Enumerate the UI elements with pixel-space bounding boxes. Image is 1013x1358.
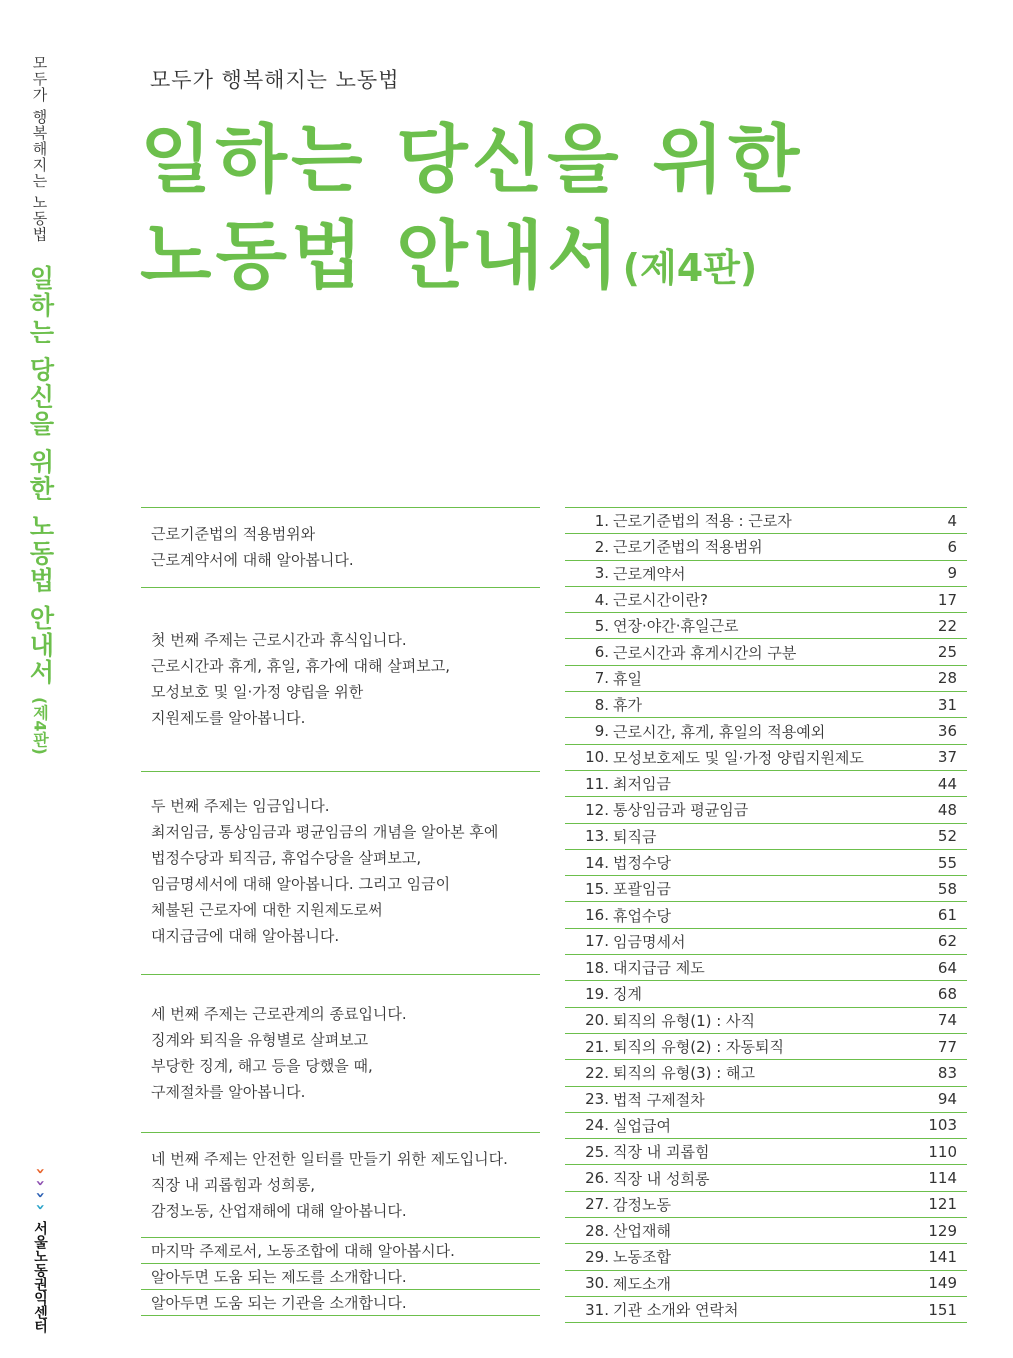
toc-page-number: 121 [928, 1195, 957, 1214]
toc-page-number: 74 [937, 1011, 957, 1030]
toc-number: 14. [585, 853, 609, 872]
toc-page-number: 77 [937, 1037, 957, 1056]
toc-row[interactable] [565, 612, 967, 638]
toc-number: 1. [594, 511, 609, 530]
toc-number: 3. [594, 564, 609, 583]
toc-number: 27. [585, 1195, 609, 1214]
toc-number: 8. [594, 695, 609, 714]
toc-number: 13. [585, 827, 609, 846]
toc-page-number: 94 [937, 1090, 957, 1109]
toc-page-number: 58 [937, 879, 957, 898]
section-line: 대지급금에 대해 알아봅니다. [151, 927, 340, 945]
toc-number: 2. [594, 537, 609, 556]
toc-page-number: 37 [937, 748, 957, 767]
toc-row[interactable] [565, 744, 967, 770]
toc-row[interactable] [565, 691, 967, 717]
toc-row[interactable] [565, 1217, 967, 1243]
spine-edition: (제4판) [30, 697, 50, 756]
toc-title: 근로시간이란? [613, 591, 708, 610]
toc-page-number: 36 [937, 722, 957, 741]
section-line: 부당한 징계, 해고 등을 당했을 때, [151, 1057, 373, 1075]
section-block [141, 507, 540, 587]
toc-row[interactable] [565, 638, 967, 664]
toc-number: 20. [585, 1011, 609, 1030]
section-line: 지원제도를 알아봅니다. [151, 709, 306, 727]
toc-row[interactable] [565, 1007, 967, 1033]
toc-number: 7. [594, 669, 609, 688]
section-line: 최저임금, 통상임금과 평균임금의 개념을 알아본 후에 [151, 823, 499, 841]
toc-row[interactable] [565, 901, 967, 927]
toc-row[interactable] [565, 823, 967, 849]
section-block [141, 1132, 540, 1237]
toc-number: 5. [594, 616, 609, 635]
toc-title: 휴가 [613, 696, 642, 715]
toc-number: 10. [585, 748, 609, 767]
toc-row[interactable] [565, 1086, 967, 1112]
section-line: 마지막 주제로서, 노동조합에 대해 알아봅시다. [141, 1237, 540, 1263]
toc-page-number: 9 [947, 564, 957, 583]
toc-title: 직장 내 괴롭힘 [613, 1143, 710, 1162]
section-line: 감정노동, 산업재해에 대해 알아봅니다. [151, 1202, 407, 1220]
toc-title: 근로시간, 휴게, 휴일의 적용예외 [613, 722, 826, 741]
toc-title: 근로계약서 [613, 564, 686, 583]
toc-number: 28. [585, 1221, 609, 1240]
toc-number: 19. [585, 984, 609, 1003]
toc-title: 최저임금 [613, 775, 671, 794]
toc-title: 근로기준법의 적용범위 [613, 538, 763, 557]
section-line: 첫 번째 주제는 근로시간과 휴식입니다. [151, 631, 407, 649]
toc-row[interactable] [565, 770, 967, 796]
spine-subtitle: 모두가 행복해지는 노동법 [30, 55, 49, 243]
section-line: 임금명세서에 대해 알아봅니다. 그리고 임금이 [151, 875, 451, 893]
toc-title: 임금명세서 [613, 932, 686, 951]
cover-subtitle: 모두가 행복해지는 노동법 [150, 68, 400, 92]
logo-chevron-icon: › [31, 1191, 50, 1199]
toc-title: 실업급여 [613, 1116, 671, 1135]
toc-title: 산업재해 [613, 1222, 671, 1241]
toc-page-number: 110 [928, 1142, 957, 1161]
toc-row[interactable] [565, 875, 967, 901]
toc-page-number: 28 [937, 669, 957, 688]
section-line: 구제절차를 알아봅니다. [151, 1083, 306, 1101]
toc-title: 제도소개 [613, 1274, 671, 1293]
section-line: 법정수당과 퇴직금, 휴업수당을 살펴보고, [151, 849, 422, 867]
spine-publisher: 서울노동권익센터 [32, 1221, 48, 1333]
toc-row[interactable] [565, 1138, 967, 1164]
toc-title: 포괄임금 [613, 880, 671, 899]
toc-page-number: 17 [937, 590, 957, 609]
toc-row[interactable] [565, 928, 967, 954]
toc-page-number: 4 [947, 511, 957, 530]
logo-chevron-icon: › [31, 1179, 50, 1187]
toc-page-number: 31 [937, 695, 957, 714]
toc-page-number: 25 [937, 643, 957, 662]
toc-page-number: 62 [937, 932, 957, 951]
toc-title: 근로기준법의 적용 : 근로자 [613, 512, 792, 531]
logo-chevron-icon: › [31, 1203, 50, 1211]
toc-number: 21. [585, 1037, 609, 1056]
section-line: 징계와 퇴직을 유형별로 살펴보고 [151, 1031, 369, 1049]
toc-page-number: 141 [928, 1247, 957, 1266]
toc-number: 23. [585, 1090, 609, 1109]
toc-number: 29. [585, 1247, 609, 1266]
toc-title: 휴일 [613, 669, 642, 688]
toc-row[interactable] [565, 1296, 967, 1322]
section-line: 알아두면 도움 되는 기관을 소개합니다. [141, 1289, 540, 1315]
toc-row[interactable] [565, 980, 967, 1006]
toc-title: 기관 소개와 연락처 [613, 1301, 739, 1320]
toc-title: 법정수당 [613, 854, 671, 872]
toc-number: 17. [585, 932, 609, 951]
section-descriptions [141, 507, 540, 1316]
toc-row[interactable] [565, 717, 967, 743]
table-of-contents [565, 507, 967, 1323]
toc-title: 퇴직의 유형(1) : 사직 [613, 1011, 756, 1030]
section-line: 두 번째 주제는 임금입니다. [151, 797, 330, 815]
toc-title: 대지급금 제도 [613, 959, 705, 978]
section-line: 직장 내 괴롭힘과 성희롱, [151, 1176, 315, 1194]
toc-page-number: 151 [928, 1300, 957, 1319]
toc-title: 퇴직의 유형(3) : 해고 [613, 1064, 756, 1083]
title-line-1: 일하는 당신을 위한 [140, 117, 804, 203]
toc-page-number: 22 [937, 616, 957, 635]
section-block [141, 974, 540, 1132]
toc-row[interactable] [565, 1033, 967, 1059]
toc-number: 16. [585, 906, 609, 925]
toc-page-number: 83 [937, 1063, 957, 1082]
publisher-logo [22, 1165, 58, 1333]
toc-page-number: 6 [947, 537, 957, 556]
toc-row[interactable] [565, 560, 967, 586]
section-line: 네 번째 주제는 안전한 일터를 만들기 위한 제도입니다. [151, 1150, 508, 1168]
toc-number: 4. [594, 590, 609, 609]
toc-page-number: 129 [928, 1221, 957, 1240]
toc-row[interactable] [565, 665, 967, 691]
section-line: 근로시간과 휴게, 휴일, 휴가에 대해 살펴보고, [151, 657, 450, 675]
toc-page-number: 55 [937, 853, 957, 872]
toc-number: 31. [585, 1300, 609, 1319]
section-line: 세 번째 주제는 근로관계의 종료입니다. [151, 1005, 407, 1023]
toc-number: 11. [585, 774, 609, 793]
section-line: 체불된 근로자에 대한 지원제도로써 [151, 901, 383, 919]
toc-page-number: 149 [928, 1274, 957, 1293]
toc-title: 휴업수당 [613, 906, 671, 925]
title-line-2 [140, 208, 803, 316]
section-block [141, 771, 540, 974]
toc-page-number: 61 [937, 906, 957, 925]
toc-page-number: 64 [937, 958, 957, 977]
toc-page-number: 114 [928, 1169, 957, 1188]
toc-row[interactable] [565, 1059, 967, 1085]
toc-title: 징계 [613, 985, 642, 1004]
toc-page-number: 44 [937, 774, 957, 793]
toc-title: 퇴직금 [613, 827, 657, 846]
toc-row[interactable] [565, 586, 967, 612]
toc-number: 15. [585, 879, 609, 898]
toc-row[interactable] [565, 533, 967, 559]
toc-title: 퇴직의 유형(2) : 자동퇴직 [613, 1038, 785, 1057]
toc-row[interactable] [565, 1243, 967, 1269]
toc-page-number: 103 [928, 1116, 957, 1135]
toc-row[interactable] [565, 796, 967, 822]
toc-number: 25. [585, 1142, 609, 1161]
section-line: 근로기준법의 적용범위와 [151, 525, 316, 543]
toc-title: 노동조합 [613, 1248, 671, 1267]
toc-number: 22. [585, 1063, 609, 1082]
toc-number: 18. [585, 958, 609, 977]
spine-title: 일하는 당신을 위한 노동법 안내서 [26, 264, 55, 686]
title-line-2-text: 노동법 안내서 [140, 213, 623, 299]
section-block [141, 587, 540, 771]
toc-title: 감정노동 [613, 1195, 671, 1214]
toc-row[interactable] [565, 1191, 967, 1217]
divider [565, 1322, 967, 1323]
toc-title: 모성보호제도 및 일·가정 양립지원제도 [613, 748, 864, 767]
toc-title: 법적 구제절차 [613, 1090, 705, 1109]
toc-title: 통상임금과 평균임금 [613, 801, 749, 820]
toc-number: 24. [585, 1116, 609, 1135]
title-edition: (제4판) [622, 246, 758, 290]
toc-number: 9. [594, 722, 609, 741]
logo-chevron-icon: › [31, 1167, 50, 1175]
book-spine [22, 55, 58, 1345]
cover-title [140, 112, 803, 316]
toc-number: 12. [585, 800, 609, 819]
toc-number: 6. [594, 643, 609, 662]
toc-row[interactable] [565, 507, 967, 533]
section-line: 모성보호 및 일·가정 양립을 위한 [151, 683, 364, 701]
toc-title: 연장·야간·휴일근로 [613, 617, 739, 636]
toc-row[interactable] [565, 954, 967, 980]
toc-page-number: 52 [937, 827, 957, 846]
section-line: 근로계약서에 대해 알아봅니다. [151, 551, 354, 569]
toc-number: 30. [585, 1274, 609, 1293]
toc-number: 26. [585, 1169, 609, 1188]
toc-title: 직장 내 성희롱 [613, 1169, 710, 1188]
toc-row[interactable] [565, 1270, 967, 1296]
toc-row[interactable] [565, 1164, 967, 1190]
toc-page-number: 48 [937, 800, 957, 819]
toc-row[interactable] [565, 849, 967, 875]
toc-row[interactable] [565, 1112, 967, 1138]
toc-title: 근로시간과 휴게시간의 구분 [613, 643, 797, 662]
toc-page-number: 68 [937, 984, 957, 1003]
section-line: 알아두면 도움 되는 제도를 소개합니다. [141, 1263, 540, 1289]
